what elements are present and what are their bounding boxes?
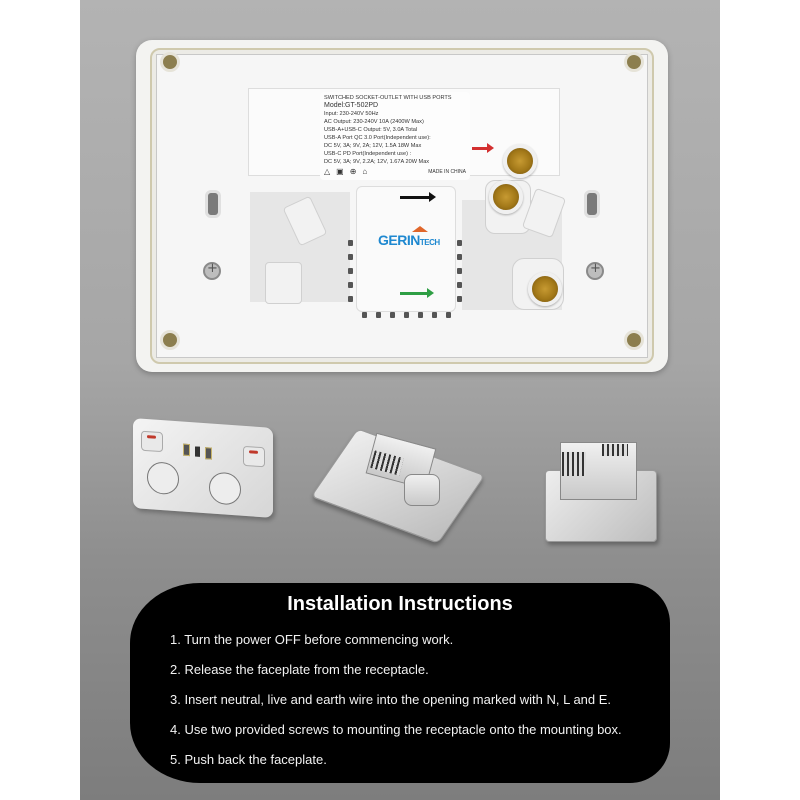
- vent: [348, 296, 353, 302]
- left-switch: [141, 431, 163, 453]
- corner-hole: [624, 52, 644, 72]
- vent: [362, 312, 367, 318]
- side-angle-photo: [540, 440, 670, 530]
- front-view-photo: [133, 418, 273, 518]
- screw-icon: [586, 262, 604, 280]
- iso-terminals: [404, 474, 440, 506]
- vent: [348, 240, 353, 246]
- instruction-step: 5. Push back the faceplate.: [170, 752, 327, 767]
- vent: [390, 312, 395, 318]
- iso-fins: [602, 444, 628, 456]
- label-line: USB-A Port QC 3.0 Port(Independent use):: [324, 135, 431, 141]
- label-line: SWITCHED SOCKET-OUTLET WITH USB PORTS: [324, 95, 452, 101]
- circle-mark-icon: ⊕: [349, 167, 357, 176]
- outlet-right: [209, 471, 241, 505]
- corner-hole: [160, 330, 180, 350]
- screw-icon: [203, 262, 221, 280]
- label-line: DC 5V, 3A; 9V, 2A; 12V, 1.5A 18W Max: [324, 143, 422, 149]
- usb-c-port: [195, 446, 200, 456]
- shield-mark-icon: ▣: [336, 167, 344, 176]
- label-model: Model:GT-502PD: [324, 102, 379, 109]
- brand-suffix: TECH: [419, 238, 440, 247]
- instruction-step: 4. Use two provided screws to mounting the receptacle onto the mounting box.: [170, 722, 622, 737]
- instructions-title: Installation Instructions: [287, 593, 513, 615]
- live-terminal: [503, 144, 537, 178]
- house-icon: ⌂: [362, 167, 368, 176]
- brand-logo: [378, 232, 440, 248]
- corner-hole: [160, 52, 180, 72]
- neutral-arrow-icon: [400, 196, 430, 199]
- mount-slot: [584, 190, 600, 218]
- vent: [418, 312, 423, 318]
- earth-terminal: [528, 272, 562, 306]
- usb-a-port: [183, 444, 190, 456]
- live-arrow-icon: [472, 147, 488, 150]
- label-line: USB-A+USB-C Output: 5V, 3.0A Total: [324, 127, 418, 133]
- brand-name: GERIN: [378, 232, 420, 248]
- neutral-terminal: [489, 180, 523, 214]
- product-label: [320, 92, 470, 180]
- corner-hole: [624, 330, 644, 350]
- label-line: USB-C PD Port(Independent use) :: [324, 151, 412, 157]
- vent: [348, 254, 353, 260]
- vent: [348, 268, 353, 274]
- instructions-panel: [130, 583, 670, 783]
- earth-arrow-icon: [400, 292, 428, 295]
- instruction-step: 1. Turn the power OFF before commencing work.: [170, 632, 454, 647]
- vent: [348, 282, 353, 288]
- left-block: [265, 262, 302, 304]
- instruction-step: 3. Insert neutral, live and earth wire into the opening marked with N, L and E.: [170, 692, 612, 707]
- instruction-step: 2. Release the faceplate from the receptacle.: [170, 662, 429, 677]
- back-angle-photo: [322, 430, 472, 530]
- instructions-list: [170, 625, 622, 775]
- outlet-left: [147, 461, 179, 495]
- vent: [432, 312, 437, 318]
- right-switch: [243, 446, 265, 468]
- label-line: AC Output: 230-240V 10A (2400W Max): [324, 119, 424, 125]
- usb-a-port: [205, 447, 212, 459]
- label-line: DC 5V, 3A; 9V, 2.2A; 12V, 1.67A 20W Max: [324, 159, 430, 165]
- iso-fins: [562, 452, 586, 476]
- label-line: Input: 230-240V 50Hz: [324, 111, 379, 117]
- vent: [404, 312, 409, 318]
- vent: [446, 312, 451, 318]
- mount-slot: [205, 190, 221, 218]
- vent: [376, 312, 381, 318]
- rcm-triangle-icon: △: [324, 167, 331, 176]
- made-in-label: MADE IN CHINA: [428, 168, 466, 175]
